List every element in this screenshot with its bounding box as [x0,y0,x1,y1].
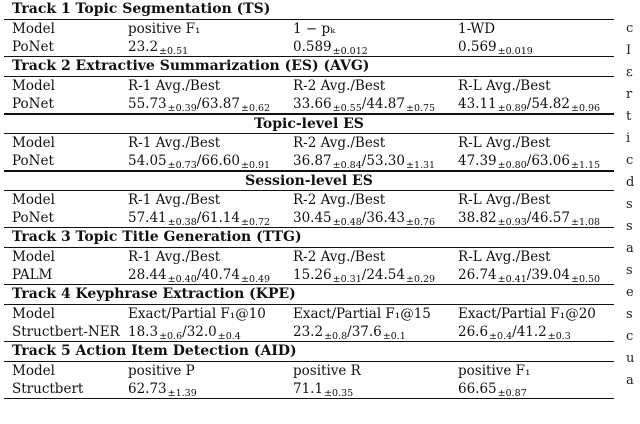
column-header: 1-WD [458,21,496,37]
score-std: ±0.6 [159,331,183,342]
best-value: /61.14 [196,210,240,226]
column-header: R-L Avg./Best [458,135,551,151]
results-table [4,0,614,399]
best-std: ±0.29 [405,274,436,285]
best-std: ±1.15 [570,160,601,171]
margin-glyph: r [626,87,633,102]
track-title: Track 5 Action Item Detection (AID) [4,342,614,362]
score-std: ±0.73 [167,160,197,171]
score-std: ±0.31 [332,274,362,285]
subsection-title: Session-level ES [4,171,614,191]
score-value: 71.1 [293,381,324,397]
track-section [4,113,614,170]
header-row [4,362,614,380]
best-std: ±0.76 [405,217,436,228]
score-value: 23.2 [128,39,159,55]
score-std: ±0.89 [497,103,527,114]
margin-glyph: I [626,43,632,58]
column-header: positive F₁ [128,21,201,37]
best-std: ±1.31 [405,160,436,171]
score-cell [458,380,527,403]
model-name: PALM [12,267,53,283]
score-std: ±1.39 [167,388,197,399]
margin-glyph: c [626,21,634,36]
header-row [4,248,614,266]
track-section [4,341,614,398]
subsection-title: Topic-level ES [4,114,614,134]
table-row [4,266,614,284]
score-value: 15.26 [293,267,332,283]
header-row [4,305,614,323]
table-row [4,209,614,227]
best-value: /46.57 [526,210,570,226]
header-row [4,134,614,152]
margin-glyph: t [626,109,632,124]
score-value: 54.05 [128,153,167,169]
header-row [4,77,614,95]
column-header: R-2 Avg./Best [293,249,386,265]
score-std: ±0.87 [497,388,527,399]
best-std: ±0.50 [570,274,601,285]
margin-glyph: c [626,329,634,344]
table-row [4,152,614,170]
best-value: /24.54 [361,267,405,283]
margin-glyph: s [626,263,633,278]
best-std: ±0.62 [240,103,271,114]
track-section [4,227,614,284]
model-name: PoNet [12,210,54,226]
track-section [4,170,614,227]
column-header: positive F₁ [458,363,531,379]
model-name: Structbert [12,381,84,397]
track-title: Track 2 Extractive Summarization (ES) (AVG) [4,57,614,77]
margin-glyph: s [626,307,633,322]
best-std: ±0.3 [547,331,571,342]
best-std: ±0.75 [405,103,436,114]
score-value: 0.589 [293,39,332,55]
score-value: 38.82 [458,210,497,226]
score-std: ±0.4 [489,331,513,342]
score-std: ±0.40 [167,274,197,285]
score-value: 33.66 [293,96,332,112]
score-std: ±0.38 [167,217,197,228]
score-std: ±0.51 [159,46,189,57]
model-name: PoNet [12,96,54,112]
column-header: Model [12,21,55,37]
score-std: ±0.55 [332,103,362,114]
column-header: R-1 Avg./Best [128,249,221,265]
best-value: /36.43 [361,210,405,226]
score-value: 30.45 [293,210,332,226]
column-header: Model [12,306,55,322]
score-value: 57.41 [128,210,167,226]
best-std: ±0.91 [240,160,271,171]
best-std: ±1.08 [570,217,601,228]
column-header: R-L Avg./Best [458,78,551,94]
score-value: 28.44 [128,267,167,283]
best-value: /63.87 [196,96,240,112]
score-value: 18.3 [128,324,159,340]
column-header: Exact/Partial F₁@10 [128,306,266,322]
margin-glyph: ε [626,65,633,80]
score-std: ±0.39 [167,103,197,114]
column-header: R-L Avg./Best [458,249,551,265]
column-header: Model [12,78,55,94]
model-name: PoNet [12,39,54,55]
score-cell [293,380,353,403]
margin-glyph: s [626,197,633,212]
best-std: ±0.96 [570,103,601,114]
margin-glyph: d [626,175,635,190]
column-header: R-2 Avg./Best [293,192,386,208]
score-value: 43.11 [458,96,497,112]
track-title: Track 1 Topic Segmentation (TS) [4,0,614,20]
score-std: ±0.80 [497,160,527,171]
column-header: R-1 Avg./Best [128,135,221,151]
score-std: ±0.35 [324,388,354,399]
score-value: 47.39 [458,153,497,169]
best-value: /54.82 [526,96,570,112]
score-value: 66.65 [458,381,497,397]
best-value: /40.74 [196,267,240,283]
best-std: ±0.4 [217,331,241,342]
score-std: ±0.41 [497,274,527,285]
model-name: Structbert-NER [12,324,120,340]
column-header: 1 − pₖ [293,21,336,37]
score-std: ±0.012 [332,46,368,57]
score-value: 36.87 [293,153,332,169]
table-row [4,380,614,398]
best-std: ±0.72 [240,217,271,228]
track-section [4,0,614,56]
margin-glyph: a [626,241,634,256]
column-header: R-2 Avg./Best [293,78,386,94]
score-value: 62.73 [128,381,167,397]
score-cell [128,380,197,403]
column-header: R-1 Avg./Best [128,192,221,208]
best-std: ±0.1 [382,331,406,342]
column-header: Model [12,135,55,151]
column-header: Model [12,249,55,265]
best-value: /41.2 [512,324,547,340]
column-header: R-L Avg./Best [458,192,551,208]
header-row [4,191,614,209]
column-header: R-1 Avg./Best [128,78,221,94]
best-std: ±0.49 [240,274,271,285]
track-title: Track 4 Keyphrase Extraction (KPE) [4,285,614,305]
column-header: positive P [128,363,195,379]
table-row [4,38,614,56]
track-section [4,284,614,341]
track-section [4,56,614,113]
column-header: positive R [293,363,361,379]
score-value: 26.6 [458,324,489,340]
margin-glyph: a [626,373,634,388]
best-value: /66.60 [196,153,240,169]
column-header: Model [12,363,55,379]
model-name: PoNet [12,153,54,169]
score-value: 23.2 [293,324,324,340]
best-value: /44.87 [361,96,405,112]
score-std: ±0.84 [332,160,362,171]
column-header: Model [12,192,55,208]
column-header: R-2 Avg./Best [293,135,386,151]
score-value: 55.73 [128,96,167,112]
table-row [4,323,614,341]
best-value: /37.6 [347,324,382,340]
cropped-margin-text [626,18,640,392]
margin-glyph: c [626,153,634,168]
best-value: /53.30 [361,153,405,169]
score-std: ±0.93 [497,217,527,228]
score-value: 26.74 [458,267,497,283]
score-std: ±0.8 [324,331,348,342]
best-value: /39.04 [526,267,570,283]
score-std: ±0.48 [332,217,362,228]
margin-glyph: e [626,285,634,300]
track-title: Track 3 Topic Title Generation (TTG) [4,228,614,248]
column-header: Exact/Partial F₁@20 [458,306,596,322]
best-value: /32.0 [182,324,217,340]
margin-glyph: u [626,351,635,366]
score-value: 0.569 [458,39,497,55]
column-header: Exact/Partial F₁@15 [293,306,431,322]
score-std: ±0.019 [497,46,533,57]
table-row [4,95,614,113]
margin-glyph: s [626,219,633,234]
header-row [4,20,614,38]
margin-glyph: i [626,131,631,146]
best-value: /63.06 [526,153,570,169]
